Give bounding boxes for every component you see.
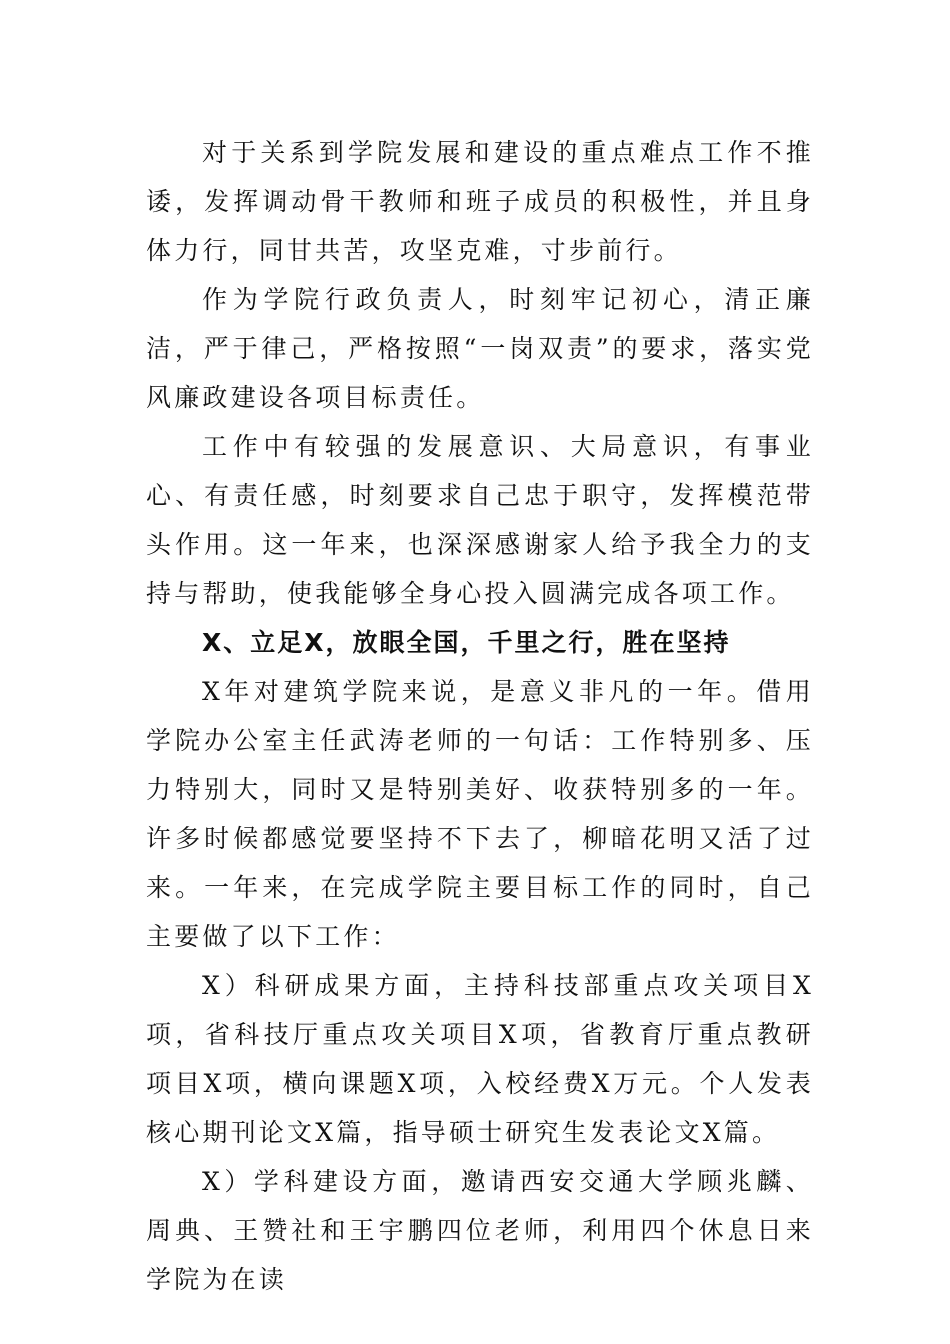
paragraph-6: X）学科建设方面，邀请西安交通大学顾兆麟、周典、王赞社和王宇鹏四位老师，利用四个休息日来学院为在读 [146, 1167, 814, 1294]
paragraph-2: 作为学院行政负责人，时刻牢记初心，清正廉洁，严于律己，严格按照“一岗双责”的要求，落实党风廉政建设各项目标责任。 [146, 285, 814, 412]
document-page [146, 128, 814, 1304]
paragraph-1: 对于关系到学院发展和建设的重点难点工作不推诿，发挥调动骨干教师和班子成员的积极性，并且身体力行，同甘共苦，攻坚克难，寸步前行。 [146, 138, 814, 265]
paragraph-3: 工作中有较强的发展意识、大局意识，有事业心、有责任感，时刻要求自己忠于职守，发挥模范带头作用。这一年来，也深深感谢家人给予我全力的支持与帮助，使我能够全身心投入圆满完成各项工作。 [146, 432, 814, 608]
section-heading: X、立足X，放眼全国，千里之行，胜在坚持 [202, 628, 731, 657]
paragraph-5: X）科研成果方面，主持科技部重点攻关项目X项，省科技厅重点攻关项目X项，省教育厅重点教研项目X项，横向课题X项，入校经费X万元。个人发表核心期刊论文X篇，指导硕士研究生发表论文X篇。 [146, 971, 814, 1147]
paragraph-4: X年对建筑学院来说，是意义非凡的一年。借用学院办公室主任武涛老师的一句话：工作特别多、压力特别大，同时又是特别美好、收获特别多的一年。许多时候都感觉要坚持不下去了，柳暗花明又活了过来。一年来，在完成学院主要目标工作的同时，自己主要做了以下工作： [146, 677, 814, 951]
